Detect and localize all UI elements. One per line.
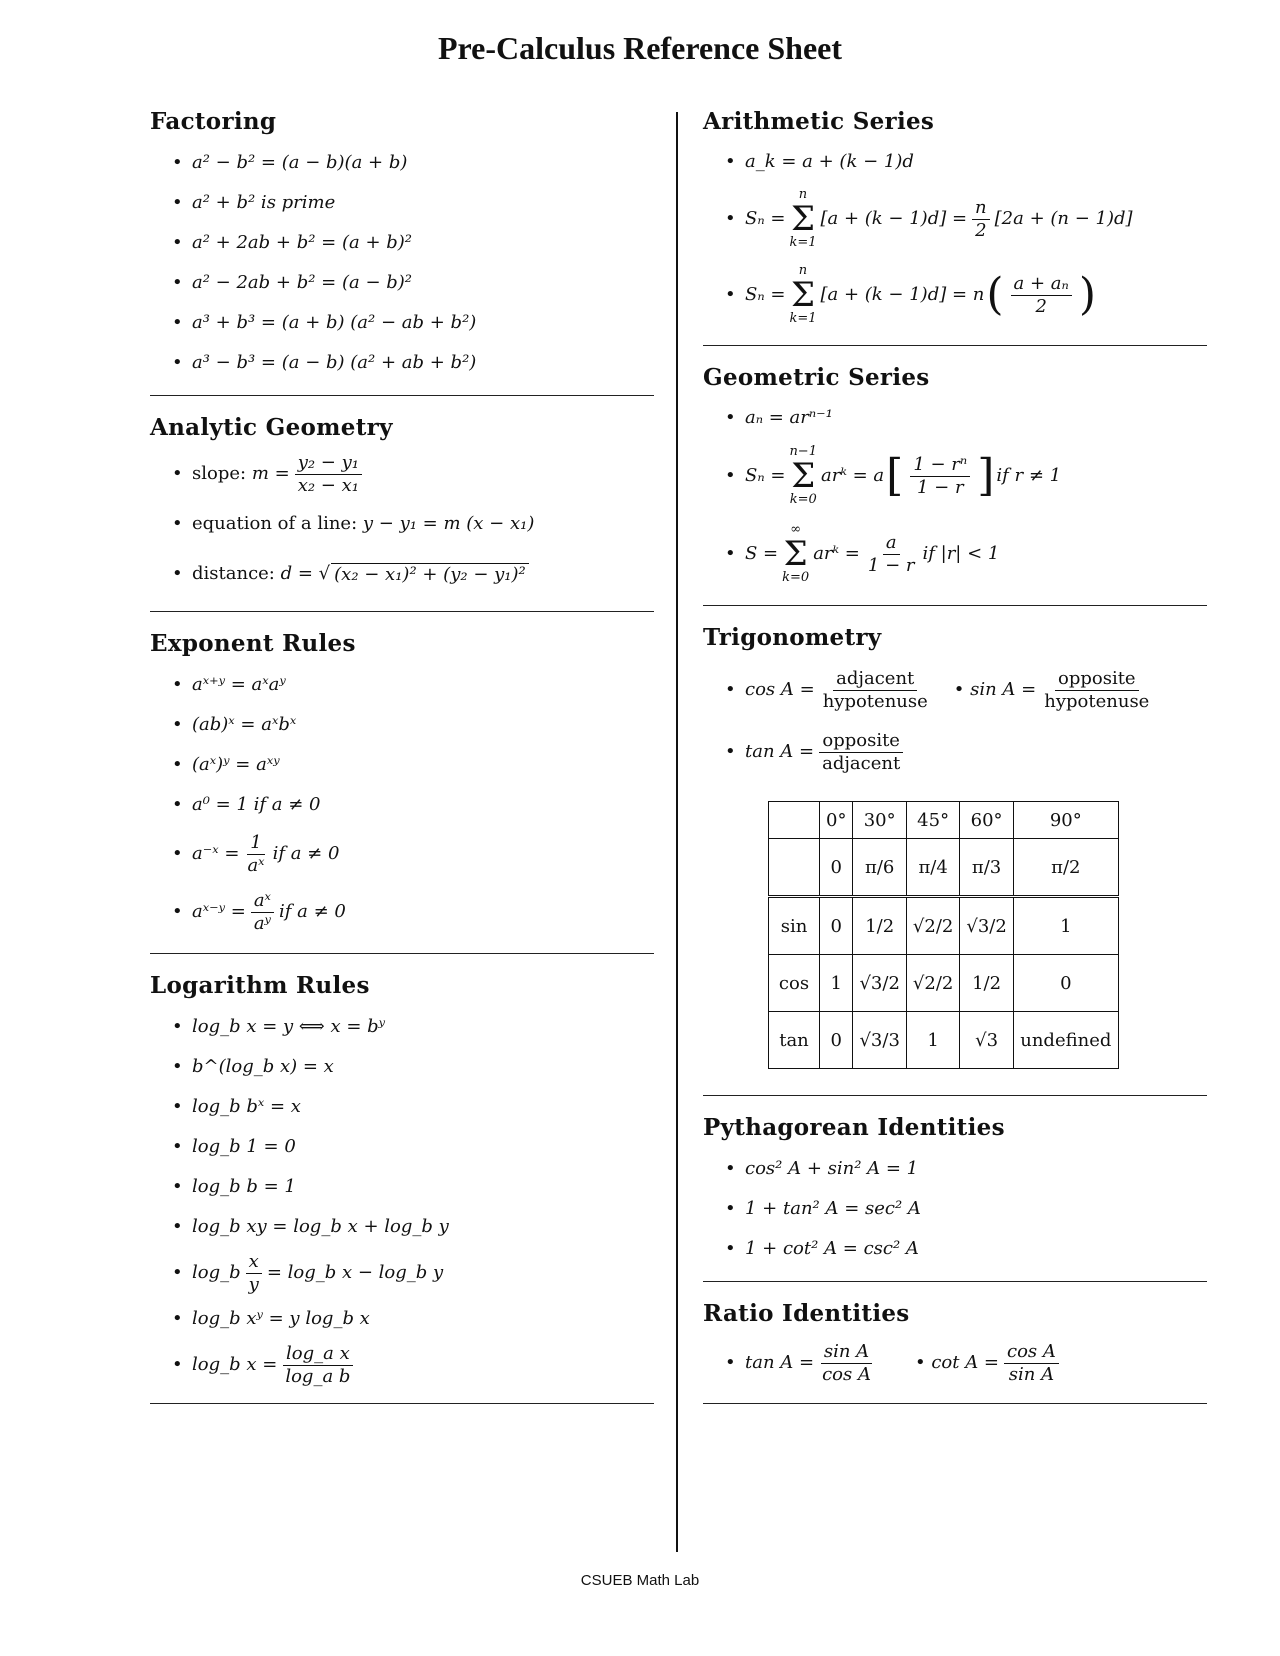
table-row-tan <box>769 1012 1119 1069</box>
lhs: • aˣ⁻ʸ = <box>192 901 246 922</box>
fraction <box>1004 1341 1059 1386</box>
numerator: n <box>972 197 990 220</box>
denominator: hypotenuse <box>822 690 928 712</box>
denominator: 1 − r <box>916 476 964 498</box>
formula-list <box>703 659 1207 783</box>
formula-item: • log_b xy = log_b x + log_b y <box>172 1207 654 1247</box>
table-cell <box>769 839 820 897</box>
formula-item-sum <box>725 181 1207 257</box>
table-cell: √3/2 <box>960 897 1013 955</box>
bullet-icon: • <box>953 679 971 700</box>
formula-item: • a³ − b³ = (a − b) (a² + ab + b²) <box>172 343 654 383</box>
lhs: • Sₙ = <box>745 208 786 229</box>
section-heading: Arithmetic Series <box>703 108 935 135</box>
section-heading: Exponent Rules <box>150 630 356 657</box>
table-cell: π/6 <box>853 839 906 897</box>
denominator: x₂ − x₁ <box>297 474 359 496</box>
table-cell: 0° <box>820 802 853 839</box>
column-divider <box>676 112 678 1552</box>
footer-text: CSUEB Math Lab <box>580 1572 700 1589</box>
table-row-degrees <box>769 802 1119 839</box>
formula-item-finite-sum <box>725 437 1207 515</box>
left-bracket-icon: [ <box>886 450 904 501</box>
sqrt-icon: √ <box>312 563 331 584</box>
section-logarithm-rules <box>150 972 654 1404</box>
denominator: cos A <box>822 1363 871 1385</box>
right-column <box>703 108 1207 1422</box>
table-cell: π/2 <box>1013 839 1118 897</box>
denominator: log_a b <box>285 1365 351 1387</box>
table-cell: 30° <box>853 802 906 839</box>
sigma-icon: ∞ Σ k=0 <box>782 522 810 585</box>
formula-list <box>150 1007 654 1391</box>
denominator: 2 <box>1035 295 1047 317</box>
section-heading: Ratio Identities <box>703 1300 910 1327</box>
formula-item-division <box>172 883 654 941</box>
fraction <box>820 668 931 713</box>
section-trigonometry <box>703 624 1207 1096</box>
table-cell <box>769 802 820 839</box>
section-exponent-rules <box>150 630 654 954</box>
section-pythagorean-identities <box>703 1114 1207 1282</box>
table-cell: √2/2 <box>906 897 959 955</box>
table-cell: 0 <box>820 897 853 955</box>
rhs: = log_b x − log_b y <box>266 1262 444 1283</box>
table-cell: 0 <box>820 1012 853 1069</box>
lhs: d = <box>280 563 313 584</box>
formula-item-sum-alt <box>725 257 1207 333</box>
formula-item-tan-cot <box>725 1335 1207 1391</box>
numerator: sin A <box>821 1341 872 1364</box>
radicand: (x₂ − x₁)² + (y₂ − y₁)² <box>331 563 529 586</box>
fraction <box>295 452 362 497</box>
formula-item-quotient <box>172 1247 654 1299</box>
denominator: 1 − r <box>867 554 915 576</box>
lhs: • tan A = <box>745 741 815 762</box>
formula-item-tan <box>725 721 1207 783</box>
formula-item: • b^(log_b x) = x <box>172 1047 654 1087</box>
formula-list <box>703 1335 1207 1391</box>
formula-item: • (aˣ)ʸ = aˣʸ <box>172 745 654 785</box>
lower-limit: k=0 <box>782 570 810 585</box>
numerator: 1 <box>247 832 264 855</box>
table-cell: undefined <box>1013 1012 1118 1069</box>
formula-item: • a⁰ = 1 if a ≠ 0 <box>172 785 654 825</box>
fraction <box>819 730 903 775</box>
lhs: • Sₙ = <box>745 465 786 486</box>
table-cell: √2/2 <box>906 955 959 1012</box>
formula-item: • a² − b² = (a − b)(a + b) <box>172 143 654 183</box>
upper-limit: n <box>798 187 808 202</box>
formula-item: • log_b bˣ = x <box>172 1087 654 1127</box>
table-cell: π/4 <box>906 839 959 897</box>
table-cell: √3 <box>960 1012 1013 1069</box>
table-cell: 0 <box>820 839 853 897</box>
table-cell: √3/2 <box>853 955 906 1012</box>
formula-item: • cos² A + sin² A = 1 <box>725 1149 1207 1189</box>
upper-limit: ∞ <box>790 522 802 537</box>
body: arᵏ = a <box>820 465 885 486</box>
numerator: aˣ <box>251 890 274 913</box>
upper-limit: n <box>798 263 808 278</box>
denominator: adjacent <box>822 752 901 774</box>
label: • distance: <box>192 563 275 584</box>
formula-item-change-of-base <box>172 1339 654 1391</box>
formula-item-distance <box>172 549 654 599</box>
fraction <box>910 454 970 499</box>
fraction <box>972 197 990 242</box>
table-cell: 90° <box>1013 802 1118 839</box>
table-cell: 45° <box>906 802 959 839</box>
numerator: adjacent <box>833 668 917 691</box>
condition: if |r| < 1 <box>922 543 1000 564</box>
lhs: m = <box>251 463 290 484</box>
lower-limit: k=1 <box>789 235 817 250</box>
table-cell: √3/3 <box>853 1012 906 1069</box>
formula-item-infinite-sum <box>725 515 1207 593</box>
bullet-icon: • <box>914 1352 932 1373</box>
denominator: aˣ <box>247 854 265 876</box>
denominator: sin A <box>1008 1363 1055 1385</box>
upper-limit: n−1 <box>789 444 817 459</box>
section-ratio-identities <box>703 1300 1207 1404</box>
formula-list <box>703 1149 1207 1269</box>
section-heading: Logarithm Rules <box>150 972 370 999</box>
body: arᵏ = <box>813 543 860 564</box>
condition: if a ≠ 0 <box>278 901 346 922</box>
fraction <box>819 1341 874 1386</box>
formula-item-negative <box>172 825 654 883</box>
sigma-icon: n Σ k=1 <box>789 263 817 326</box>
numerator: a + aₙ <box>1011 273 1072 296</box>
table-cell: 60° <box>960 802 1013 839</box>
right-bracket-icon: ] <box>977 450 995 501</box>
fraction <box>1011 273 1072 318</box>
formula-item: • log_b x = y ⟺ x = bʸ <box>172 1007 654 1047</box>
formula-item: • a² + b² is prime <box>172 183 654 223</box>
table-cell: cos <box>769 955 820 1012</box>
lhs: • Sₙ = <box>745 284 786 305</box>
formula-item: • log_b b = 1 <box>172 1167 654 1207</box>
left-paren-icon: ( <box>986 269 1004 320</box>
lower-limit: k=1 <box>789 311 817 326</box>
label: • equation of a line: <box>192 513 358 534</box>
table-cell: 1 <box>820 955 853 1012</box>
table-row-radians <box>769 839 1119 897</box>
condition: if r ≠ 1 <box>996 465 1062 486</box>
lhs: • tan A = <box>745 1352 815 1373</box>
body: [a + (k − 1)d] = n <box>820 284 985 305</box>
numerator: opposite <box>819 730 903 753</box>
body: [a + (k − 1)d] = <box>820 208 968 229</box>
table-cell: 1/2 <box>960 955 1013 1012</box>
fraction <box>246 1251 262 1296</box>
formula-item-power: • log_b xʸ = y log_b x <box>172 1299 654 1339</box>
denominator: y <box>248 1273 259 1295</box>
numerator: x <box>246 1251 262 1274</box>
section-factoring <box>150 108 654 396</box>
condition: if a ≠ 0 <box>272 843 340 864</box>
table-cell: 1/2 <box>853 897 906 955</box>
sigma-icon: n−1 Σ k=0 <box>789 444 817 507</box>
lhs: cot A = <box>931 1352 1000 1373</box>
fraction <box>282 1343 353 1388</box>
table-cell: 0 <box>1013 955 1118 1012</box>
formula-item: • a² + 2ab + b² = (a + b)² <box>172 223 654 263</box>
formula-item-line <box>172 499 654 549</box>
lhs: • a⁻ˣ = <box>192 843 240 864</box>
label: • slope: <box>192 463 247 484</box>
table-cell: tan <box>769 1012 820 1069</box>
lhs: • cos A = <box>745 679 815 700</box>
formula-list <box>150 143 654 383</box>
table-row-cos <box>769 955 1119 1012</box>
section-heading: Geometric Series <box>703 364 930 391</box>
section-heading: Factoring <box>150 108 277 135</box>
formula-item: • aₙ = arⁿ⁻¹ <box>725 399 1207 437</box>
denominator: 2 <box>975 219 987 241</box>
section-arithmetic-series <box>703 108 1207 346</box>
table-cell: 1 <box>906 1012 959 1069</box>
formula-item: • 1 + tan² A = sec² A <box>725 1189 1207 1229</box>
formula-list <box>703 399 1207 593</box>
lhs: sin A = <box>970 679 1037 700</box>
equation: y − y₁ = m (x − x₁) <box>362 513 535 534</box>
table-cell: sin <box>769 897 820 955</box>
fraction <box>865 532 918 577</box>
numerator: cos A <box>1004 1341 1059 1364</box>
lhs: • S = <box>745 543 779 564</box>
lower-limit: k=0 <box>789 492 817 507</box>
denominator: hypotenuse <box>1044 690 1150 712</box>
table-row-sin <box>769 897 1119 955</box>
formula-item: • a_k = a + (k − 1)d <box>725 143 1207 181</box>
formula-item: • 1 + cot² A = csc² A <box>725 1229 1207 1269</box>
formula-item: • log_b 1 = 0 <box>172 1127 654 1167</box>
formula-item-slope <box>172 449 654 499</box>
formula-item: • a² − 2ab + b² = (a − b)² <box>172 263 654 303</box>
denominator: aʸ <box>253 912 271 934</box>
formula-list <box>150 449 654 599</box>
sigma-icon: n Σ k=1 <box>789 187 817 250</box>
numerator: opposite <box>1055 668 1139 691</box>
fraction <box>244 832 267 877</box>
numerator: log_a x <box>283 1343 353 1366</box>
numerator: 1 − rⁿ <box>910 454 970 477</box>
section-analytic-geometry <box>150 414 654 612</box>
lhs: • log_b <box>192 1262 241 1283</box>
section-heading: Analytic Geometry <box>150 414 393 441</box>
fraction <box>251 890 274 935</box>
fraction <box>1041 668 1152 713</box>
rhs: [2a + (n − 1)d] <box>994 208 1133 229</box>
formula-list <box>150 665 654 941</box>
formula-item: • (ab)ˣ = aˣbˣ <box>172 705 654 745</box>
right-paren-icon: ) <box>1078 269 1096 320</box>
numerator: a <box>883 532 900 555</box>
numerator: y₂ − y₁ <box>295 452 362 475</box>
formula-item: • aˣ⁺ʸ = aˣaʸ <box>172 665 654 705</box>
trig-values-table <box>768 801 1119 1069</box>
lhs: • log_b x = <box>192 1354 278 1375</box>
table-cell: 1 <box>1013 897 1118 955</box>
page-title: Pre-Calculus Reference Sheet <box>437 30 843 66</box>
formula-list <box>703 143 1207 333</box>
formula-item: • a³ + b³ = (a + b) (a² − ab + b²) <box>172 303 654 343</box>
table-cell: π/3 <box>960 839 1013 897</box>
section-geometric-series <box>703 364 1207 606</box>
section-heading: Pythagorean Identities <box>703 1114 1005 1141</box>
formula-item-cos-sin <box>725 659 1207 721</box>
section-heading: Trigonometry <box>703 624 882 651</box>
left-column <box>150 108 654 1422</box>
